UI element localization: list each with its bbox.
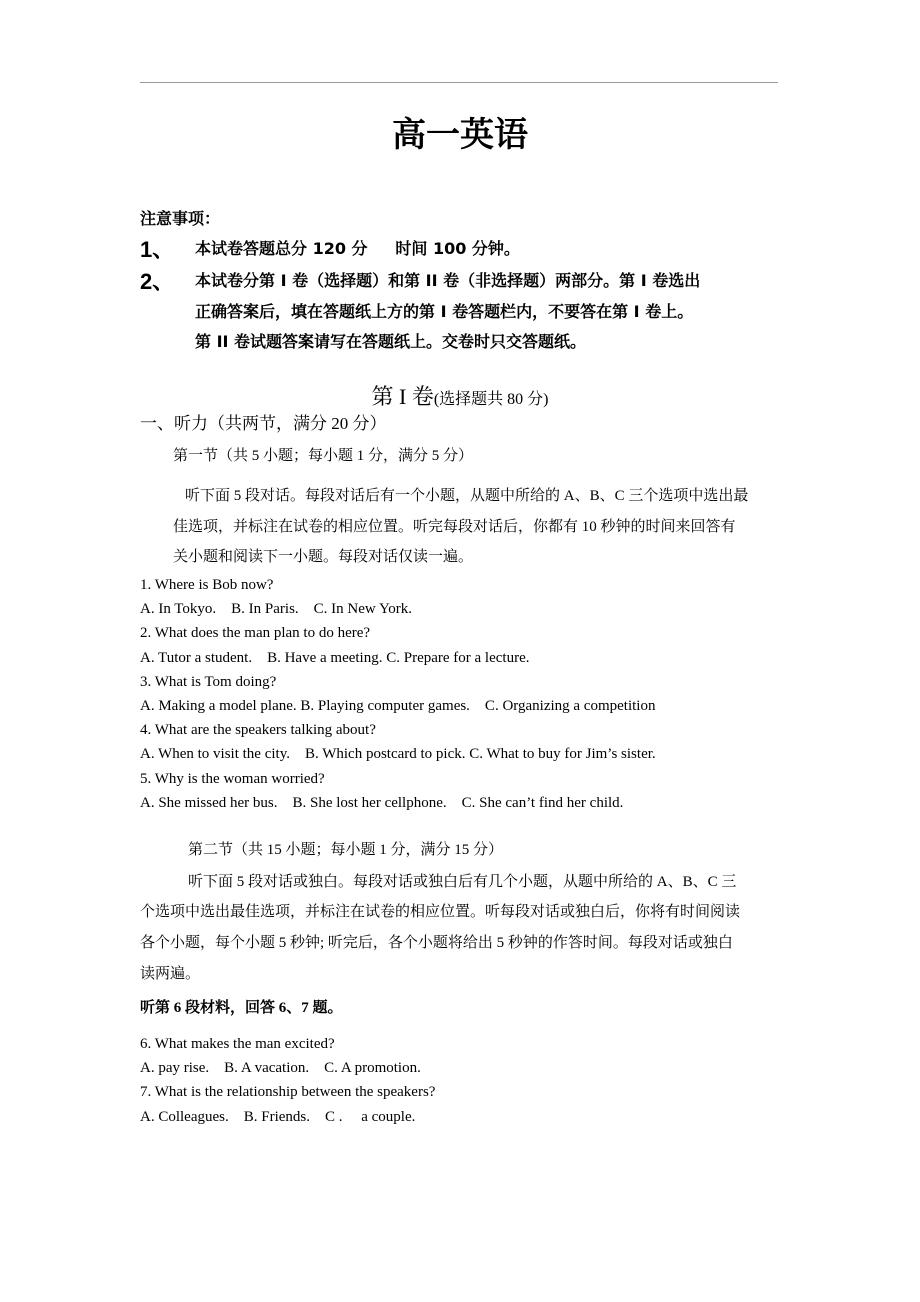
instruction-line: 听下面 5 段对话。每段对话后有一个小题，从题中所给的 A、B、C 三个选项中选出最 xyxy=(185,488,749,504)
question-text: 3. What is Tom doing? xyxy=(140,673,277,690)
subsection-heading: 第二节（共 15 小题；每小题 1 分，满分 15 分） xyxy=(188,842,504,858)
instruction-line: 关小题和阅读下一小题。每段对话仅读一遍。 xyxy=(173,549,474,565)
notice-item-2-line: 正确答案后，填在答题纸上方的第 I 卷答题栏内，不要答在第 I 卷上。 xyxy=(195,302,694,321)
instruction-line: 各个小题，每个小题 5 秒钟; 听完后，各个小题将给出 5 秒钟的作答时间。每段对话或独白 xyxy=(140,935,733,951)
part-heading xyxy=(0,386,920,408)
question-text: 5. Why is the woman worried? xyxy=(140,770,325,787)
question-text: 1. Where is Bob now? xyxy=(140,577,274,593)
notice-item-2-line: 第 II 卷试题答案请写在答题纸上。交卷时只交答题纸。 xyxy=(195,332,587,351)
section-heading: 一、听力（共两节，满分 20 分） xyxy=(140,414,387,433)
notice-heading: 注意事项： xyxy=(140,209,221,228)
answer-options: A. Colleagues. B. Friends. C . a couple. xyxy=(140,1108,416,1125)
header-rule xyxy=(140,82,778,83)
instruction-line: 读两遍。 xyxy=(140,966,201,982)
part-title: 第 I 卷 xyxy=(371,384,434,409)
question-text: 6. What makes the man excited? xyxy=(140,1036,335,1052)
answer-options: A. In Tokyo. B. In Paris. C. In New York. xyxy=(140,601,413,618)
answer-options: A. When to visit the city. B. Which postcard to pick. C. What to buy for Jim’s sister. xyxy=(140,746,656,763)
page-title: 高一英语 xyxy=(392,115,528,155)
instruction-line: 佳选项，并标注在试卷的相应位置。听完每段对话后，你都有 10 秒钟的时间来回答有 xyxy=(173,519,736,535)
answer-options: A. pay rise. B. A vacation. C. A promotion. xyxy=(140,1060,421,1077)
notice-item-2-line: 本试卷分第 I 卷（选择题）和第 II 卷（非选择题）两部分。第 I 卷选出 xyxy=(195,271,701,290)
instruction-line: 听下面 5 段对话或独白。每段对话或独白后有几个小题，从题中所给的 A、B、C 三 xyxy=(188,874,737,890)
answer-options: A. She missed her bus. B. She lost her cellphone. C. She can’t find her child. xyxy=(140,794,624,811)
question-text: 2. What does the man plan to do here? xyxy=(140,625,371,642)
answer-options: A. Making a model plane. B. Playing computer games. C. Organizing a competition xyxy=(140,698,656,714)
instruction-line: 个选项中选出最佳选项，并标注在试卷的相应位置。听每段对话或独白后，你将有时间阅读 xyxy=(140,904,741,920)
material-heading: 听第 6 段材料，回答 6、7 题。 xyxy=(140,1000,343,1016)
notice-item-1: 本试卷答题总分 120 分 时间 100 分钟。 xyxy=(195,239,520,258)
notice-num-1: 1、 xyxy=(140,237,175,262)
subsection-heading: 第一节（共 5 小题；每小题 1 分，满分 5 分） xyxy=(173,448,474,464)
notice-num-2: 2、 xyxy=(140,269,175,294)
question-text: 7. What is the relationship between the speakers? xyxy=(140,1084,436,1101)
answer-options: A. Tutor a student. B. Have a meeting. C. Prepare for a lecture. xyxy=(140,649,530,666)
question-text: 4. What are the speakers talking about? xyxy=(140,722,376,739)
part-subtitle: (选择题共 80 分) xyxy=(433,391,549,408)
